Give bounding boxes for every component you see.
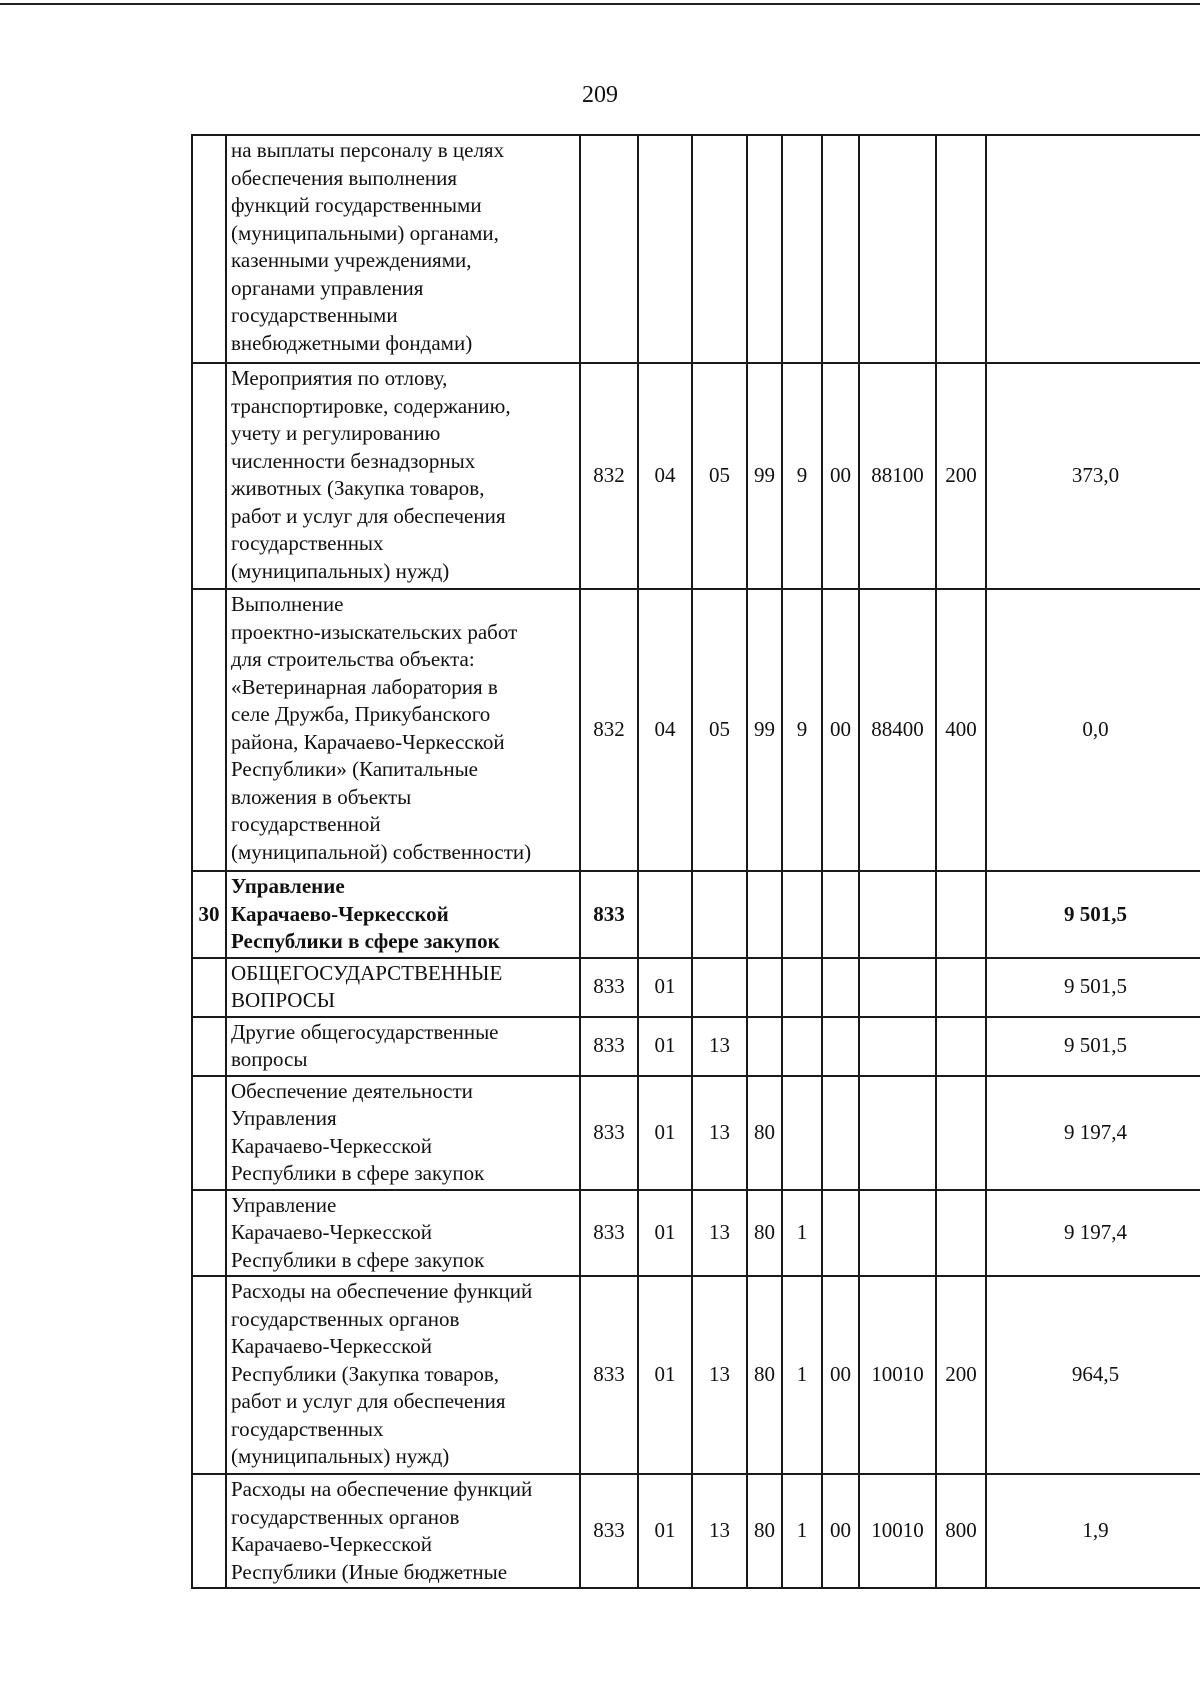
row-number-cell [192,958,226,1017]
subprogram-code-cell: 9 [782,589,822,871]
amount-cell: 0,0 [986,589,1200,871]
section-code-cell [638,135,692,363]
description-line: государственных органов [231,1306,460,1331]
expense-type-code-cell [936,871,986,958]
program-code-cell: 80 [747,1076,782,1190]
direction-code-cell [859,1190,936,1277]
description-line: работ и услуг для обеспечения [231,503,506,528]
description-line: ОБЩЕГОСУДАРСТВЕННЫЕ [231,960,503,985]
description-cell [226,1276,580,1474]
direction-code-cell [859,1076,936,1190]
amount-cell: 964,5 [986,1276,1200,1474]
row-number-cell [192,135,226,363]
amount-cell: 9 501,5 [986,1017,1200,1076]
description-line: на выплаты персоналу в целях [231,138,505,162]
subprogram-code-cell [782,1017,822,1076]
ministry-code-cell: 833 [580,1017,638,1076]
subsection-code-cell: 05 [692,363,747,589]
event-code-cell: 00 [822,1474,859,1588]
description-line: транспортировке, содержанию, [231,393,511,418]
expense-type-code-cell: 400 [936,589,986,871]
description-cell [226,363,580,589]
ministry-code-cell: 832 [580,363,638,589]
description-cell [226,1017,580,1076]
event-code-cell [822,1017,859,1076]
subsection-code-cell [692,871,747,958]
description-line: (муниципальными) органами, [231,220,499,245]
expense-type-code-cell: 200 [936,1276,986,1474]
table-row [192,1474,1200,1588]
subsection-code-cell: 13 [692,1276,747,1474]
section-code-cell: 04 [638,589,692,871]
table-row [192,1276,1200,1474]
description-line: района, Карачаево-Черкесской [231,729,505,754]
table-row [192,1076,1200,1190]
description-line: вложения в объекты [231,784,412,809]
amount-cell: 9 197,4 [986,1190,1200,1277]
program-code-cell [747,871,782,958]
program-code-cell [747,1017,782,1076]
description-line: Карачаево-Черкесской [231,1133,433,1158]
description-line: Выполнение [231,592,344,616]
table-row [192,958,1200,1017]
description-cell [226,1190,580,1277]
page-number: 209 [582,82,618,108]
description-line: государственной [231,812,381,836]
subsection-code-cell: 13 [692,1190,747,1277]
expense-type-code-cell [936,135,986,363]
subprogram-code-cell: 1 [782,1276,822,1474]
description-line: проектно-изыскательских работ [231,619,518,644]
ministry-code-cell [580,135,638,363]
table-row [192,1017,1200,1076]
description-line: «Ветеринарная лаборатория в [231,674,498,699]
row-number-cell [192,589,226,871]
program-code-cell [747,135,782,363]
section-code-cell: 01 [638,1076,692,1190]
amount-cell [986,135,1200,363]
description-line: Республики в сфере закупок [231,1247,485,1272]
description-line: ВОПРОСЫ [231,988,336,1012]
subsection-code-cell: 05 [692,589,747,871]
description-line: Управление [231,874,345,898]
section-code-cell [638,871,692,958]
description-line: государственных [231,1416,384,1441]
description-line: Другие общегосударственные [231,1019,499,1044]
direction-code-cell [859,871,936,958]
section-code-cell: 01 [638,1017,692,1076]
description-line: (муниципальных) нужд) [231,1444,450,1468]
budget-table [191,134,1200,1589]
section-code-cell: 01 [638,1474,692,1588]
description-line: Карачаево-Черкесской [231,1532,433,1556]
description-line: Республики в сфере закупок [231,1161,485,1185]
expense-type-code-cell [936,958,986,1017]
description-cell [226,1076,580,1190]
description-line: Расходы на обеспечение функций [231,1279,533,1303]
ministry-code-cell: 833 [580,1076,638,1190]
table-row [192,589,1200,871]
event-code-cell [822,1190,859,1277]
event-code-cell: 00 [822,1276,859,1474]
row-number-cell [192,363,226,589]
direction-code-cell: 10010 [859,1276,936,1474]
description-line: Республики в сфере закупок [231,929,500,953]
description-line: вопросы [231,1047,308,1071]
direction-code-cell: 88400 [859,589,936,871]
description-line: Расходы на обеспечение функций [231,1477,533,1501]
description-cell [226,1474,580,1588]
subsection-code-cell: 13 [692,1076,747,1190]
description-line: государственными [231,303,398,327]
section-code-cell: 01 [638,958,692,1017]
subprogram-code-cell: 1 [782,1190,822,1277]
description-line: обеспечения выполнения [231,165,458,190]
ministry-code-cell: 833 [580,1474,638,1588]
description-line: работ и услуг для обеспечения [231,1389,506,1413]
subprogram-code-cell [782,135,822,363]
description-line: Обеспечение деятельности [231,1078,473,1103]
program-code-cell: 80 [747,1474,782,1588]
program-code-cell: 99 [747,589,782,871]
budget-table-body [192,135,1200,1588]
subsection-code-cell [692,135,747,363]
section-code-cell: 01 [638,1190,692,1277]
event-code-cell [822,135,859,363]
top-border-rule [0,3,1200,5]
program-code-cell: 80 [747,1190,782,1277]
description-cell [226,958,580,1017]
description-line: для строительства объекта: [231,647,475,671]
description-line: Карачаево-Черкесской [231,1334,433,1358]
expense-type-code-cell: 200 [936,363,986,589]
description-line: функций государственными [231,193,482,217]
section-code-cell: 01 [638,1276,692,1474]
subsection-code-cell [692,958,747,1017]
direction-code-cell: 10010 [859,1474,936,1588]
row-number-cell [192,1276,226,1474]
section-code-cell: 04 [638,363,692,589]
expense-type-code-cell: 800 [936,1474,986,1588]
subprogram-code-cell: 9 [782,363,822,589]
expense-type-code-cell [936,1190,986,1277]
description-line: (муниципальной) собственности) [231,839,532,864]
subprogram-code-cell [782,1076,822,1190]
description-line: органами управления [231,275,424,300]
description-line: внебюджетными фондами) [231,330,473,355]
ministry-code-cell: 832 [580,589,638,871]
row-number-cell [192,1076,226,1190]
description-line: учету и регулированию [231,421,441,445]
subprogram-code-cell [782,958,822,1017]
program-code-cell: 80 [747,1276,782,1474]
description-line: Управления [231,1106,337,1130]
description-line: государственных органов [231,1504,460,1529]
direction-code-cell [859,135,936,363]
row-number-cell [192,1017,226,1076]
table-row [192,363,1200,589]
ministry-code-cell: 833 [580,1190,638,1277]
description-line: животных (Закупка товаров, [231,476,485,500]
ministry-code-cell: 833 [580,1276,638,1474]
event-code-cell [822,871,859,958]
program-code-cell [747,958,782,1017]
description-line: Мероприятия по отлову, [231,366,448,390]
direction-code-cell [859,1017,936,1076]
description-line: Карачаево-Черкесской [231,1220,433,1244]
program-code-cell: 99 [747,363,782,589]
ministry-code-cell: 833 [580,958,638,1017]
description-line: Республики» (Капитальные [231,757,479,781]
subsection-code-cell: 13 [692,1017,747,1076]
direction-code-cell: 88100 [859,363,936,589]
subsection-code-cell: 13 [692,1474,747,1588]
event-code-cell: 00 [822,589,859,871]
description-cell [226,871,580,958]
amount-cell: 9 501,5 [986,871,1200,958]
direction-code-cell [859,958,936,1017]
description-line: Республики (Закупка товаров, [231,1361,500,1386]
description-cell [226,589,580,871]
description-line: селе Дружба, Прикубанского [231,702,491,726]
table-row [192,871,1200,958]
description-line: Карачаево-Черкесской [231,901,449,926]
expense-type-code-cell [936,1076,986,1190]
description-line: Управление [231,1192,337,1217]
subprogram-code-cell: 1 [782,1474,822,1588]
row-number-cell [192,1190,226,1277]
table-row [192,1190,1200,1277]
description-line: Республики (Иные бюджетные [231,1559,508,1584]
description-line: государственных [231,531,384,555]
table-row [192,135,1200,363]
row-number-cell: 30 [192,871,226,958]
amount-cell: 9 501,5 [986,958,1200,1017]
ministry-code-cell: 833 [580,871,638,958]
event-code-cell [822,958,859,1017]
subprogram-code-cell [782,871,822,958]
amount-cell: 1,9 [986,1474,1200,1588]
description-line: (муниципальных) нужд) [231,558,450,583]
event-code-cell: 00 [822,363,859,589]
description-cell [226,135,580,363]
row-number-cell [192,1474,226,1588]
amount-cell: 373,0 [986,363,1200,589]
description-line: казенными учреждениями, [231,248,472,272]
expense-type-code-cell [936,1017,986,1076]
description-line: численности безнадзорных [231,448,476,473]
amount-cell: 9 197,4 [986,1076,1200,1190]
event-code-cell [822,1076,859,1190]
